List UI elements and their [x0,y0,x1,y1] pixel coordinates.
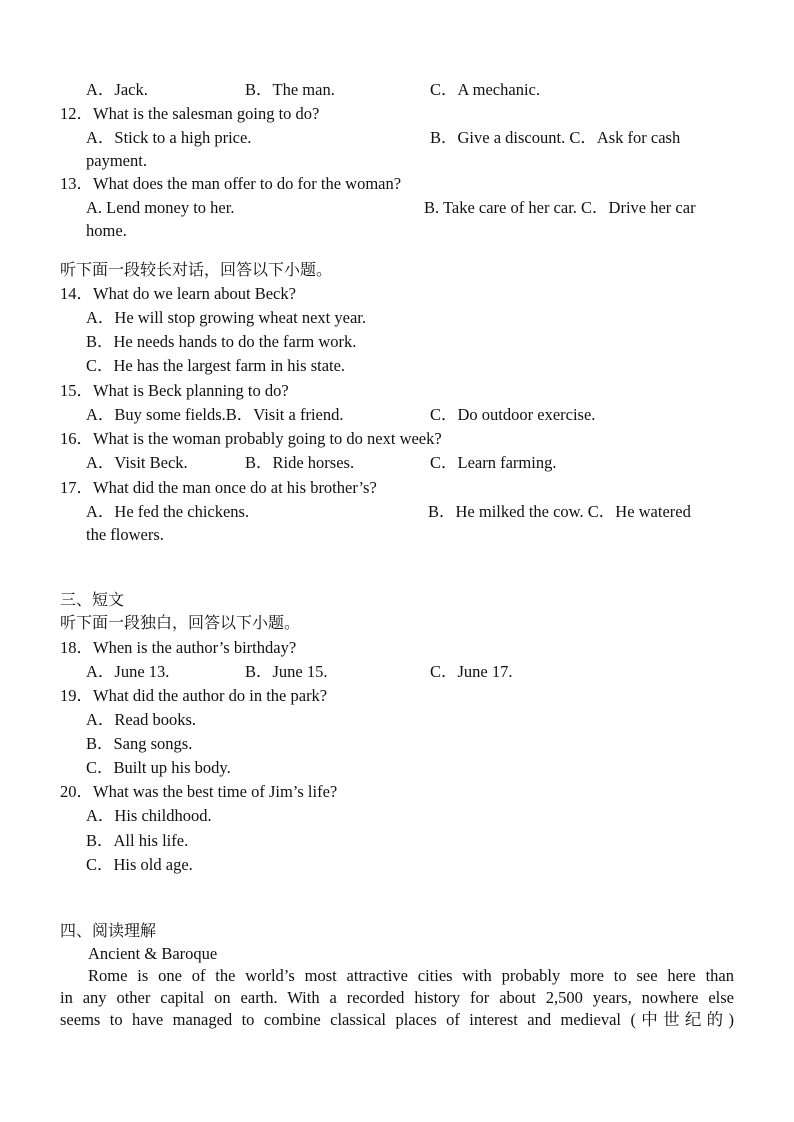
q17-option-a: A．He fed the chickens. [86,502,250,521]
q15-stem: 15．What is Beck planning to do? [60,381,289,400]
long-dialogue-instruction: 听下面一段较长对话，回答以下小题。 [60,260,333,279]
q12-stem: 12．What is the salesman going to do? [60,104,320,123]
q13-option-a: A. Lend money to her. [86,198,235,217]
passage-title: Ancient & Baroque [88,944,218,963]
q16-stem: 16．What is the woman probably going to do next week? [60,429,442,448]
q13-stem: 13．What does the man offer to do for the woman? [60,174,402,193]
q20-stem: 20．What was the best time of Jim’s life? [60,782,338,801]
q19-stem: 19．What did the author do in the park? [60,686,328,705]
q17-stem: 17．What did the man once do at his brother’s? [60,478,377,497]
q19-option-b: B．Sang songs. [86,734,193,753]
q16-option-b: B．Ride horses. [245,453,355,472]
q16-option-c: C．Learn farming. [430,453,557,472]
passage-line-3: seems to have managed to combine classical places of interest and medieval (中世纪的) [60,1010,734,1029]
q15-option-c: C．Do outdoor exercise. [430,405,596,424]
passage-line-1: Rome is one of the world’s most attractive cities with probably more to see here than [88,966,734,985]
q13-option-cont: home. [86,221,127,240]
q12-option-cont: payment. [86,151,147,170]
q19-option-a: A．Read books. [86,710,196,729]
q20-option-c: C．His old age. [86,855,193,874]
q16-option-a: A．Visit Beck. [86,453,188,472]
q19-option-c: C．Built up his body. [86,758,231,777]
q14-option-c: C．He has the largest farm in his state. [86,356,346,375]
q18-option-b: B．June 15. [245,662,328,681]
q12-option-bc: B．Give a discount. C．Ask for cash [430,128,681,147]
q11-option-b: B．The man. [245,80,335,99]
q20-option-b: B．All his life. [86,831,189,850]
q17-option-cont: the flowers. [86,525,164,544]
q11-option-a: A．Jack. [86,80,148,99]
q12-option-a: A．Stick to a high price. [86,128,252,147]
q20-option-a: A．His childhood. [86,806,212,825]
q11-option-c: C．A mechanic. [430,80,540,99]
q17-option-bc: B．He milked the cow. C．He watered [428,502,691,521]
q14-option-a: A．He will stop growing wheat next year. [86,308,366,327]
q18-option-a: A．June 13. [86,662,170,681]
section3-instruction: 听下面一段独白，回答以下小题。 [60,613,301,632]
section3-heading: 三、短文 [60,590,125,609]
section4-heading: 四、阅读理解 [60,921,157,940]
q13-option-bc: B. Take care of her car. C．Drive her car [424,198,696,217]
q18-option-c: C．June 17. [430,662,513,681]
q14-stem: 14．What do we learn about Beck? [60,284,296,303]
q18-stem: 18．When is the author’s birthday? [60,638,297,657]
passage-line-2: in any other capital on earth. With a recorded history for about 2,500 years, nowhere else [60,988,734,1007]
q15-option-ab: A．Buy some fields.B．Visit a friend. [86,405,344,424]
q14-option-b: B．He needs hands to do the farm work. [86,332,357,351]
